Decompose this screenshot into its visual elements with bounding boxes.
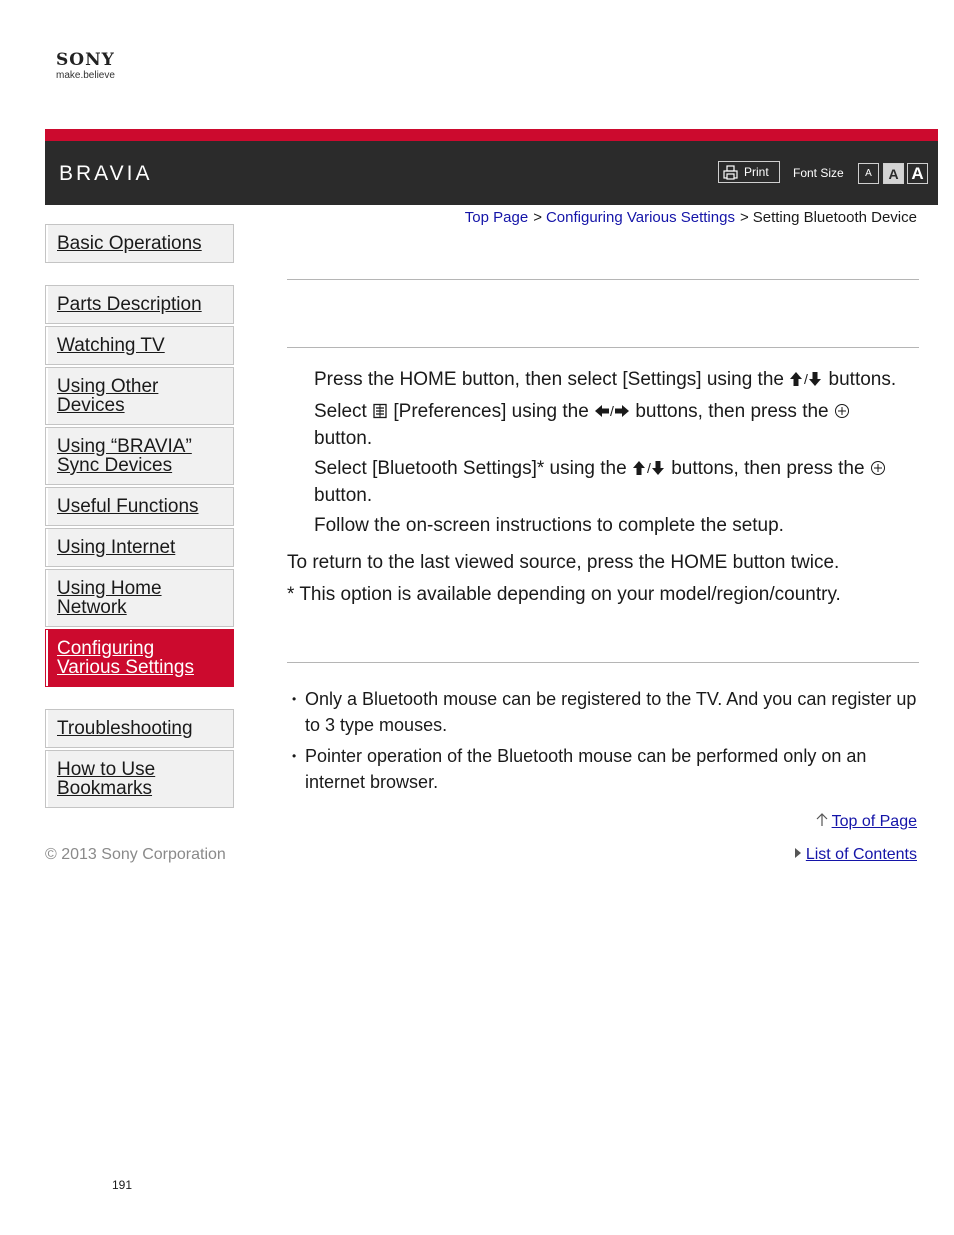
font-size-large-button[interactable]: A <box>907 163 928 184</box>
bullet: • <box>292 692 297 706</box>
breadcrumb <box>465 209 917 226</box>
copyright: © 2013 Sony Corporation <box>45 846 226 863</box>
svg-text:/: / <box>610 403 614 419</box>
arrow-left-right-icon <box>594 401 630 426</box>
sony-logo <box>56 52 115 81</box>
sidebar-nav <box>45 224 234 810</box>
breadcrumb-separator: > <box>533 209 542 226</box>
brand-tagline: make.believe <box>56 70 115 81</box>
arrow-up-icon <box>816 812 828 831</box>
brand-name: SONY <box>56 50 115 70</box>
sidebar-item-troubleshooting[interactable]: Troubleshooting <box>45 709 234 748</box>
notes-list <box>292 686 919 800</box>
return-instruction: To return to the last viewed source, press the HOME button twice. <box>287 552 840 573</box>
page-number: 191 <box>112 1178 133 1192</box>
procedure-steps <box>314 367 919 543</box>
sidebar-item-how-to-use-bookmarks[interactable]: How to Use Bookmarks <box>45 750 234 808</box>
print-button[interactable] <box>718 161 780 183</box>
step-3: Select [Bluetooth Settings]* using the / buttons, then press the button. <box>314 456 919 508</box>
sidebar-item-configuring-settings[interactable]: Configuring Various Settings <box>45 629 234 687</box>
font-size-medium-button[interactable]: A <box>883 163 904 184</box>
preferences-icon <box>372 401 388 426</box>
print-label: Print <box>744 165 769 179</box>
sidebar-item-basic-operations[interactable]: Basic Operations <box>45 224 234 263</box>
svg-text:/: / <box>804 371 809 387</box>
footnote: * This option is available depending on your model/region/country. <box>287 584 841 605</box>
list-item: • Pointer operation of the Bluetooth mouse can be performed only on an internet browser. <box>292 743 919 795</box>
step-1: Press the HOME button, then select [Settings] using the / buttons. <box>314 367 919 394</box>
printer-icon <box>723 165 738 180</box>
sidebar-item-bravia-sync[interactable]: Using “BRAVIA” Sync Devices <box>45 427 234 485</box>
svg-text:/: / <box>646 460 651 476</box>
triangle-right-icon <box>794 846 802 864</box>
font-size-label: Font Size <box>793 166 844 180</box>
list-item: • Only a Bluetooth mouse can be registered to the TV. And you can register up to 3 type mouses. <box>292 686 919 738</box>
enter-button-icon <box>834 401 850 426</box>
arrow-up-down-icon <box>632 458 666 483</box>
breadcrumb-configuring-settings[interactable]: Configuring Various Settings <box>545 209 735 226</box>
arrow-up-down-icon <box>789 369 823 394</box>
step-4: Follow the on-screen instructions to complete the setup. <box>314 515 784 536</box>
bravia-logo: BRAVIA <box>59 162 153 185</box>
sidebar-item-using-home-network[interactable]: Using Home Network <box>45 569 234 627</box>
enter-button-icon <box>870 458 886 483</box>
divider <box>287 347 919 348</box>
sidebar-item-watching-tv[interactable]: Watching TV <box>45 326 234 365</box>
font-size-small-button[interactable]: A <box>858 163 879 184</box>
list-of-contents-link[interactable]: List of Contents <box>794 846 917 864</box>
breadcrumb-top-page[interactable]: Top Page <box>464 209 529 226</box>
divider <box>287 662 919 663</box>
sidebar-item-useful-functions[interactable]: Useful Functions <box>45 487 234 526</box>
bullet: • <box>292 749 297 763</box>
sidebar-item-parts-description[interactable]: Parts Description <box>45 285 234 324</box>
sidebar-item-using-other-devices[interactable]: Using Other Devices <box>45 367 234 425</box>
step-2: Select [Preferences] using the / buttons, then press the button. <box>314 399 919 451</box>
divider <box>287 279 919 280</box>
breadcrumb-separator: > <box>739 209 749 226</box>
header-accent-stripe <box>45 129 938 141</box>
breadcrumb-current: Setting Bluetooth Device <box>752 209 917 226</box>
sidebar-item-using-internet[interactable]: Using Internet <box>45 528 234 567</box>
header-bar <box>45 129 938 205</box>
top-of-page-link[interactable]: Top of Page <box>816 812 917 831</box>
